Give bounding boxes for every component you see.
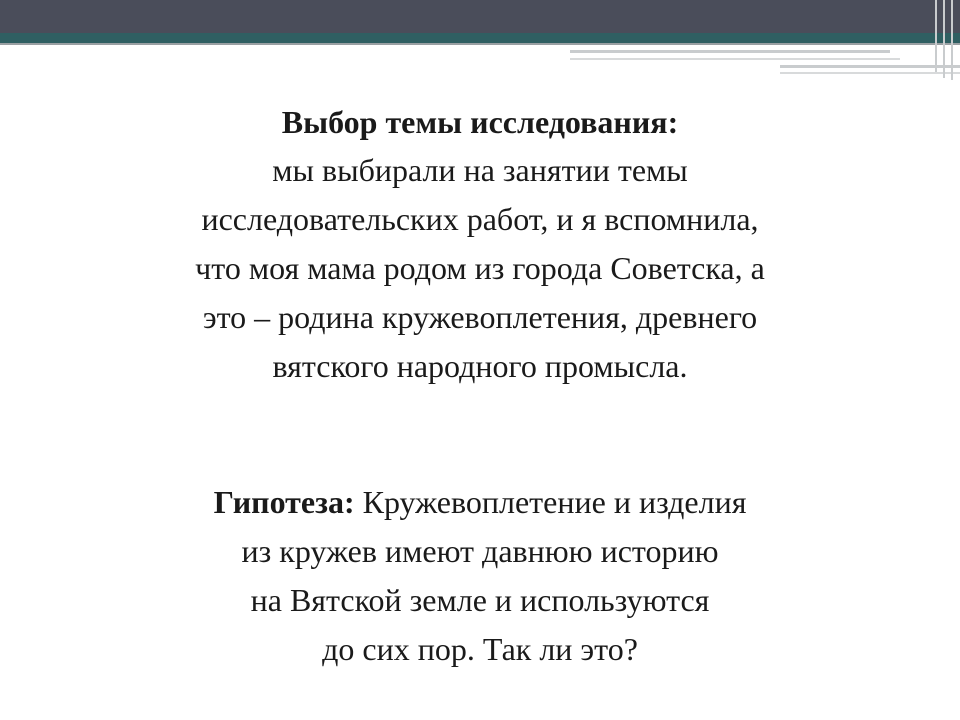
header-band-teal	[0, 33, 960, 43]
text-line: вятского народного промысла.	[272, 348, 688, 384]
header-band-dark	[0, 0, 960, 33]
hypothesis-first-line	[60, 478, 900, 527]
research-topic-section	[60, 98, 900, 391]
text-line: на Вятской земле и используются	[250, 582, 710, 618]
header-stripe	[570, 58, 900, 60]
hypothesis-section	[60, 478, 900, 674]
text-line: до сих пор. Так ли это?	[322, 631, 638, 667]
text-line: мы выбирали на занятии темы	[272, 152, 688, 188]
header-band-gray	[0, 43, 960, 45]
section-title: Выбор темы исследования:	[281, 104, 679, 140]
text-line: исследовательских работ, и я вспомнила,	[201, 201, 759, 237]
text-line: из кружев имеют давнюю историю	[241, 533, 719, 569]
text-line: это – родина кружевоплетения, древнего	[202, 299, 758, 335]
text-line: что моя мама родом из города Советска, а	[195, 250, 765, 286]
corner-decoration	[930, 0, 960, 80]
header-stripe	[570, 50, 890, 53]
hypothesis-label: Гипотеза:	[213, 484, 355, 520]
text-fragment: Кружевоплетение и изделия	[354, 484, 747, 520]
